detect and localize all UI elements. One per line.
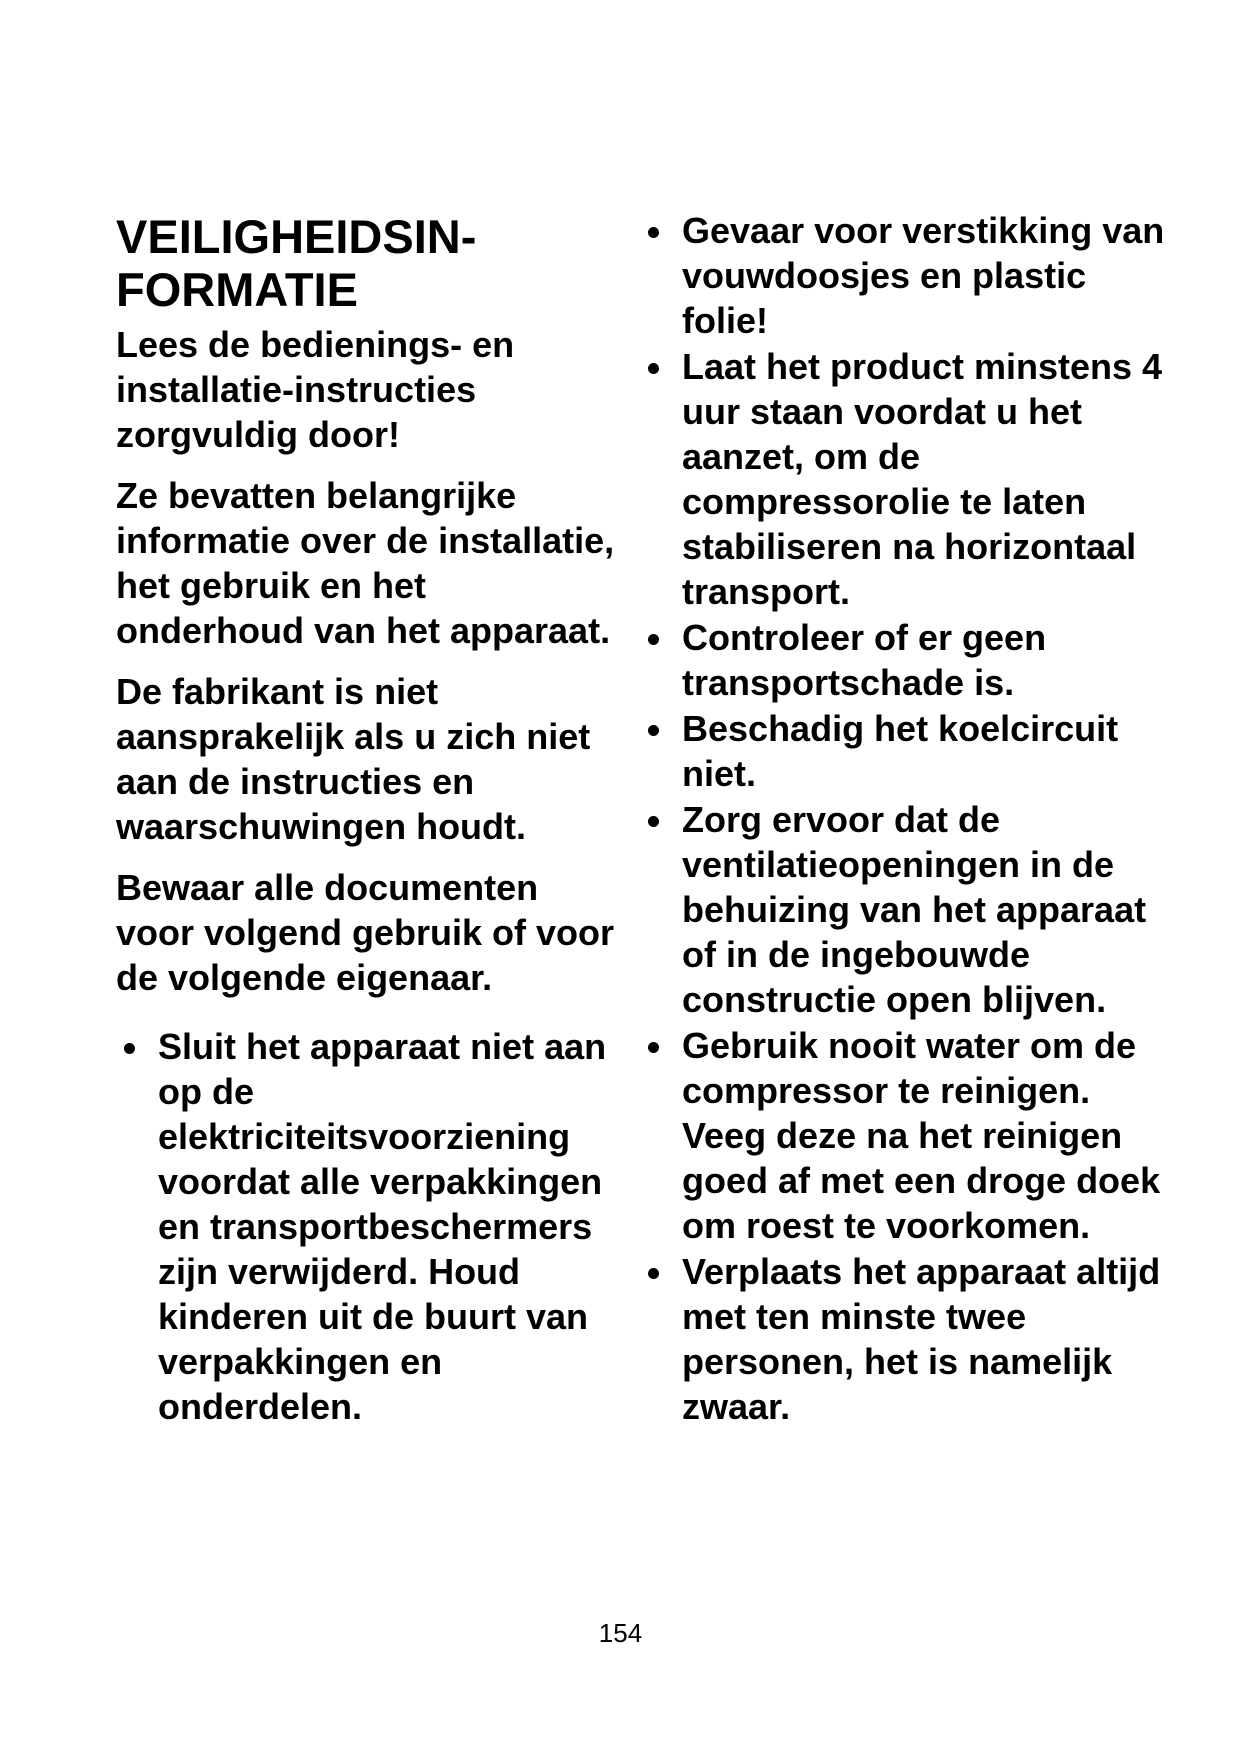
bullet-icon bbox=[648, 1042, 659, 1053]
list-item-text: Gebruik nooit water om de compressor te reinigen. Veeg deze na het reinigen goed af met een droge doek om roest te voorkomen. bbox=[682, 1025, 1161, 1246]
list-item-text: Controleer of er geen transportschade is. bbox=[682, 617, 1047, 703]
bullet-icon bbox=[648, 634, 659, 645]
bullet-icon bbox=[648, 816, 659, 827]
right-bullet-list bbox=[640, 208, 1170, 1429]
right-column bbox=[640, 208, 1170, 1430]
left-bullet-list bbox=[116, 1024, 616, 1429]
list-item-text: Sluit het apparaat niet aan op de elektriciteitsvoorziening voordat alle verpakkingen en transportbeschermers zijn verwijderd. Houd kinderen uit de buurt van verpakkingen en onderdelen. bbox=[158, 1026, 607, 1427]
bullet-icon bbox=[648, 1268, 659, 1279]
list-item-text: Beschadig het koelcircuit niet. bbox=[682, 708, 1119, 794]
intro-paragraph-3: De fabrikant is niet aansprakelijk als u zich niet aan de instructies en waarschuwingen houdt. bbox=[116, 671, 591, 847]
page-title-line-2: FORMATIE bbox=[116, 263, 358, 316]
list-item bbox=[640, 344, 1170, 614]
left-column bbox=[116, 210, 616, 1430]
intro-paragraph-2: Ze bevatten belangrijke informatie over de installatie, het gebruik en het onderhoud van het apparaat. bbox=[116, 475, 615, 651]
list-item bbox=[640, 797, 1170, 1022]
list-item-text: Verplaats het apparaat altijd met ten minste twee personen, het is namelijk zwaar. bbox=[682, 1251, 1161, 1427]
list-item bbox=[640, 1023, 1170, 1248]
bullet-icon bbox=[124, 1043, 135, 1054]
list-item bbox=[116, 1024, 616, 1429]
intro-paragraph-1: Lees de bedienings- en installatie-instructies zorgvuldig door! bbox=[116, 324, 515, 455]
page-title bbox=[116, 210, 616, 316]
bullet-icon bbox=[648, 227, 659, 238]
bullet-icon bbox=[648, 363, 659, 374]
list-item-text: Laat het product minstens 4 uur staan voordat u het aanzet, om de compressorolie te laten stabiliseren na horizontaal transport. bbox=[682, 346, 1163, 612]
list-item bbox=[640, 706, 1170, 796]
list-item bbox=[640, 1249, 1170, 1429]
list-item bbox=[640, 208, 1170, 343]
list-item bbox=[640, 615, 1170, 705]
list-item-text: Gevaar voor verstikking van vouwdoosjes en plastic folie! bbox=[682, 210, 1165, 341]
list-item-text: Zorg ervoor dat de ventilatieopeningen in de behuizing van het apparaat of in de ingebouwde constructie open blijven. bbox=[682, 799, 1147, 1020]
page-number: 154 bbox=[598, 1618, 643, 1648]
intro-paragraph-4: Bewaar alle documenten voor volgend gebruik of voor de volgende eigenaar. bbox=[116, 867, 615, 998]
bullet-icon bbox=[648, 725, 659, 736]
page-title-line-1: VEILIGHEIDSIN- bbox=[116, 210, 477, 263]
